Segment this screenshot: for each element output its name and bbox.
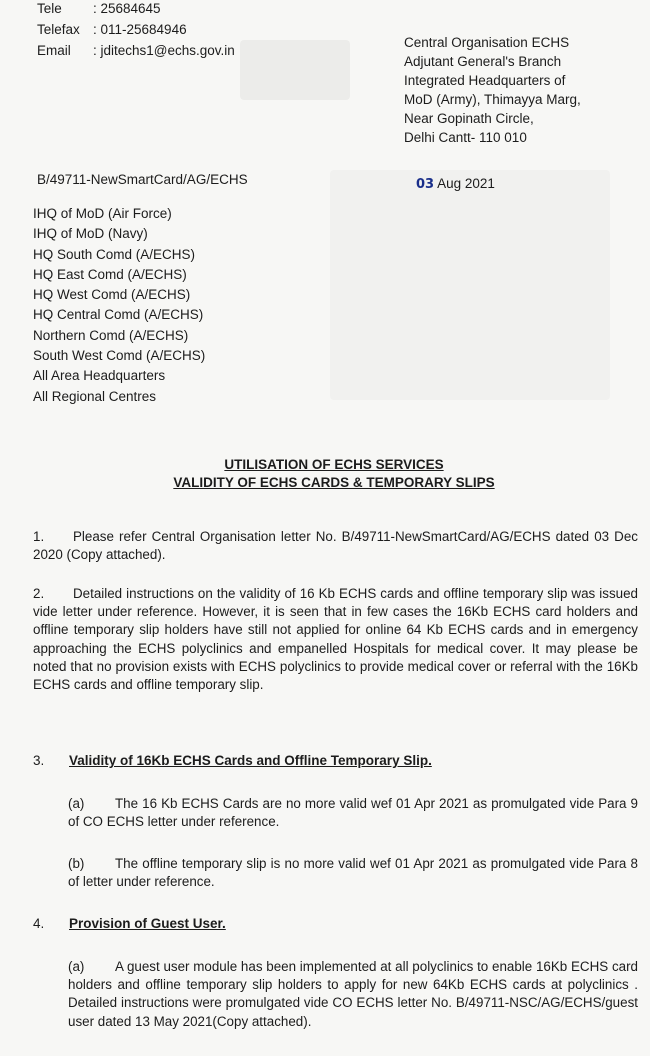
paragraph-number: 2.	[33, 586, 45, 601]
address-line: MoD (Army), Thimayya Marg,	[404, 92, 581, 107]
email-label: Email	[37, 43, 71, 58]
addressee: All Area Headquarters	[33, 368, 166, 384]
telefax-value: : 011-25684946	[93, 22, 187, 37]
paragraph-text: Please refer Central Organisation letter No. B/49711-NewSmartCard/AG/ECHS dated 03 Dec 2020 (Copy attached).	[33, 529, 638, 563]
subject-title-line2: VALIDITY OF ECHS CARDS & TEMPORARY SLIPS	[173, 475, 495, 490]
paragraph-3-heading-row	[33, 752, 432, 770]
subparagraph-label: (a)	[68, 796, 85, 811]
paragraph-text: Detailed instructions on the validity of 16 Kb ECHS cards and offline temporary slip was issued vide letter under reference. However, it is seen that in few cases the 16Kb ECHS card holders and offline temporary slip holders have still not applied for online 64 Kb ECHS cards and in emergency approaching the ECHS polyclinics and empanelled Hospitals for medical cover. It may please be noted that no provision exists with ECHS polyclinics to provide medical cover or referral with the 16Kb ECHS cards and offline temporary slip.	[33, 586, 638, 693]
paragraph-3b	[68, 855, 638, 891]
address-line: Central Organisation ECHS	[404, 35, 570, 50]
telefax-label: Telefax	[37, 22, 80, 37]
addressee: HQ West Comd (A/ECHS)	[33, 287, 191, 303]
addressee: IHQ of MoD (Air Force)	[33, 206, 172, 221]
paragraph-number: 4.	[33, 916, 45, 931]
paragraph-text: The offline temporary slip is no more valid wef 01 Apr 2021 as promulgated vide Para 8 of letter under reference.	[68, 856, 638, 890]
scan-smudge	[330, 170, 610, 400]
tele-value: : 25684645	[93, 1, 161, 16]
addressee: HQ Central Comd (A/ECHS)	[33, 307, 204, 323]
addressee: HQ South Comd (A/ECHS)	[33, 246, 196, 262]
address-line: Integrated Headquarters of	[404, 73, 566, 88]
paragraph-2	[33, 585, 638, 694]
subparagraph-label: (b)	[68, 856, 85, 871]
subject-title-line1: UTILISATION OF ECHS SERVICES	[224, 457, 444, 472]
paragraph-1	[33, 528, 638, 564]
address-line: Near Gopinath Circle,	[404, 111, 534, 126]
letter-date	[416, 175, 495, 193]
email-value: : jditechs1@echs.gov.in	[93, 43, 235, 58]
paragraph-number: 1.	[33, 529, 45, 544]
addressee: South West Comd (A/ECHS)	[33, 348, 206, 364]
date-day-handwritten: 03	[416, 177, 435, 192]
scan-smudge	[240, 40, 350, 100]
paragraph-3a	[68, 795, 638, 831]
paragraph-4a	[68, 958, 638, 1031]
addressee-list	[33, 204, 205, 407]
reference-number: B/49711-NewSmartCard/AG/ECHS	[37, 172, 248, 187]
date-month-year: Aug 2021	[437, 176, 495, 191]
paragraph-text: The 16 Kb ECHS Cards are no more valid wef 01 Apr 2021 as promulgated vide Para 9 of CO ECHS letter under reference.	[68, 796, 638, 830]
section-heading: Validity of 16Kb ECHS Cards and Offline Temporary Slip.	[69, 753, 432, 768]
addressee: IHQ of MoD (Navy)	[33, 226, 148, 242]
subparagraph-label: (a)	[68, 959, 85, 974]
addressee: All Regional Centres	[33, 388, 157, 404]
paragraph-text: A guest user module has been implemented at all polyclinics to enable 16Kb ECHS card holders and offline temporary slip holders to apply for new 64Kb ECHS cards at polyclinics . Detailed instructions were promulgated vide CO ECHS letter No. B/49711-NSC/AG/ECHS/guest user dated 13 May 2021(Copy attached).	[68, 959, 638, 1029]
paragraph-4-heading-row	[33, 915, 226, 933]
paragraph-number: 3.	[33, 753, 45, 768]
section-heading: Provision of Guest User.	[69, 916, 226, 931]
address-line: Delhi Cantt- 110 010	[404, 130, 527, 145]
sender-address	[404, 33, 581, 147]
addressee: HQ East Comd (A/ECHS)	[33, 266, 187, 282]
tele-label: Tele	[37, 1, 62, 16]
contact-block	[37, 0, 235, 63]
address-line: Adjutant General's Branch	[404, 54, 562, 69]
addressee: Northern Comd (A/ECHS)	[33, 327, 189, 343]
